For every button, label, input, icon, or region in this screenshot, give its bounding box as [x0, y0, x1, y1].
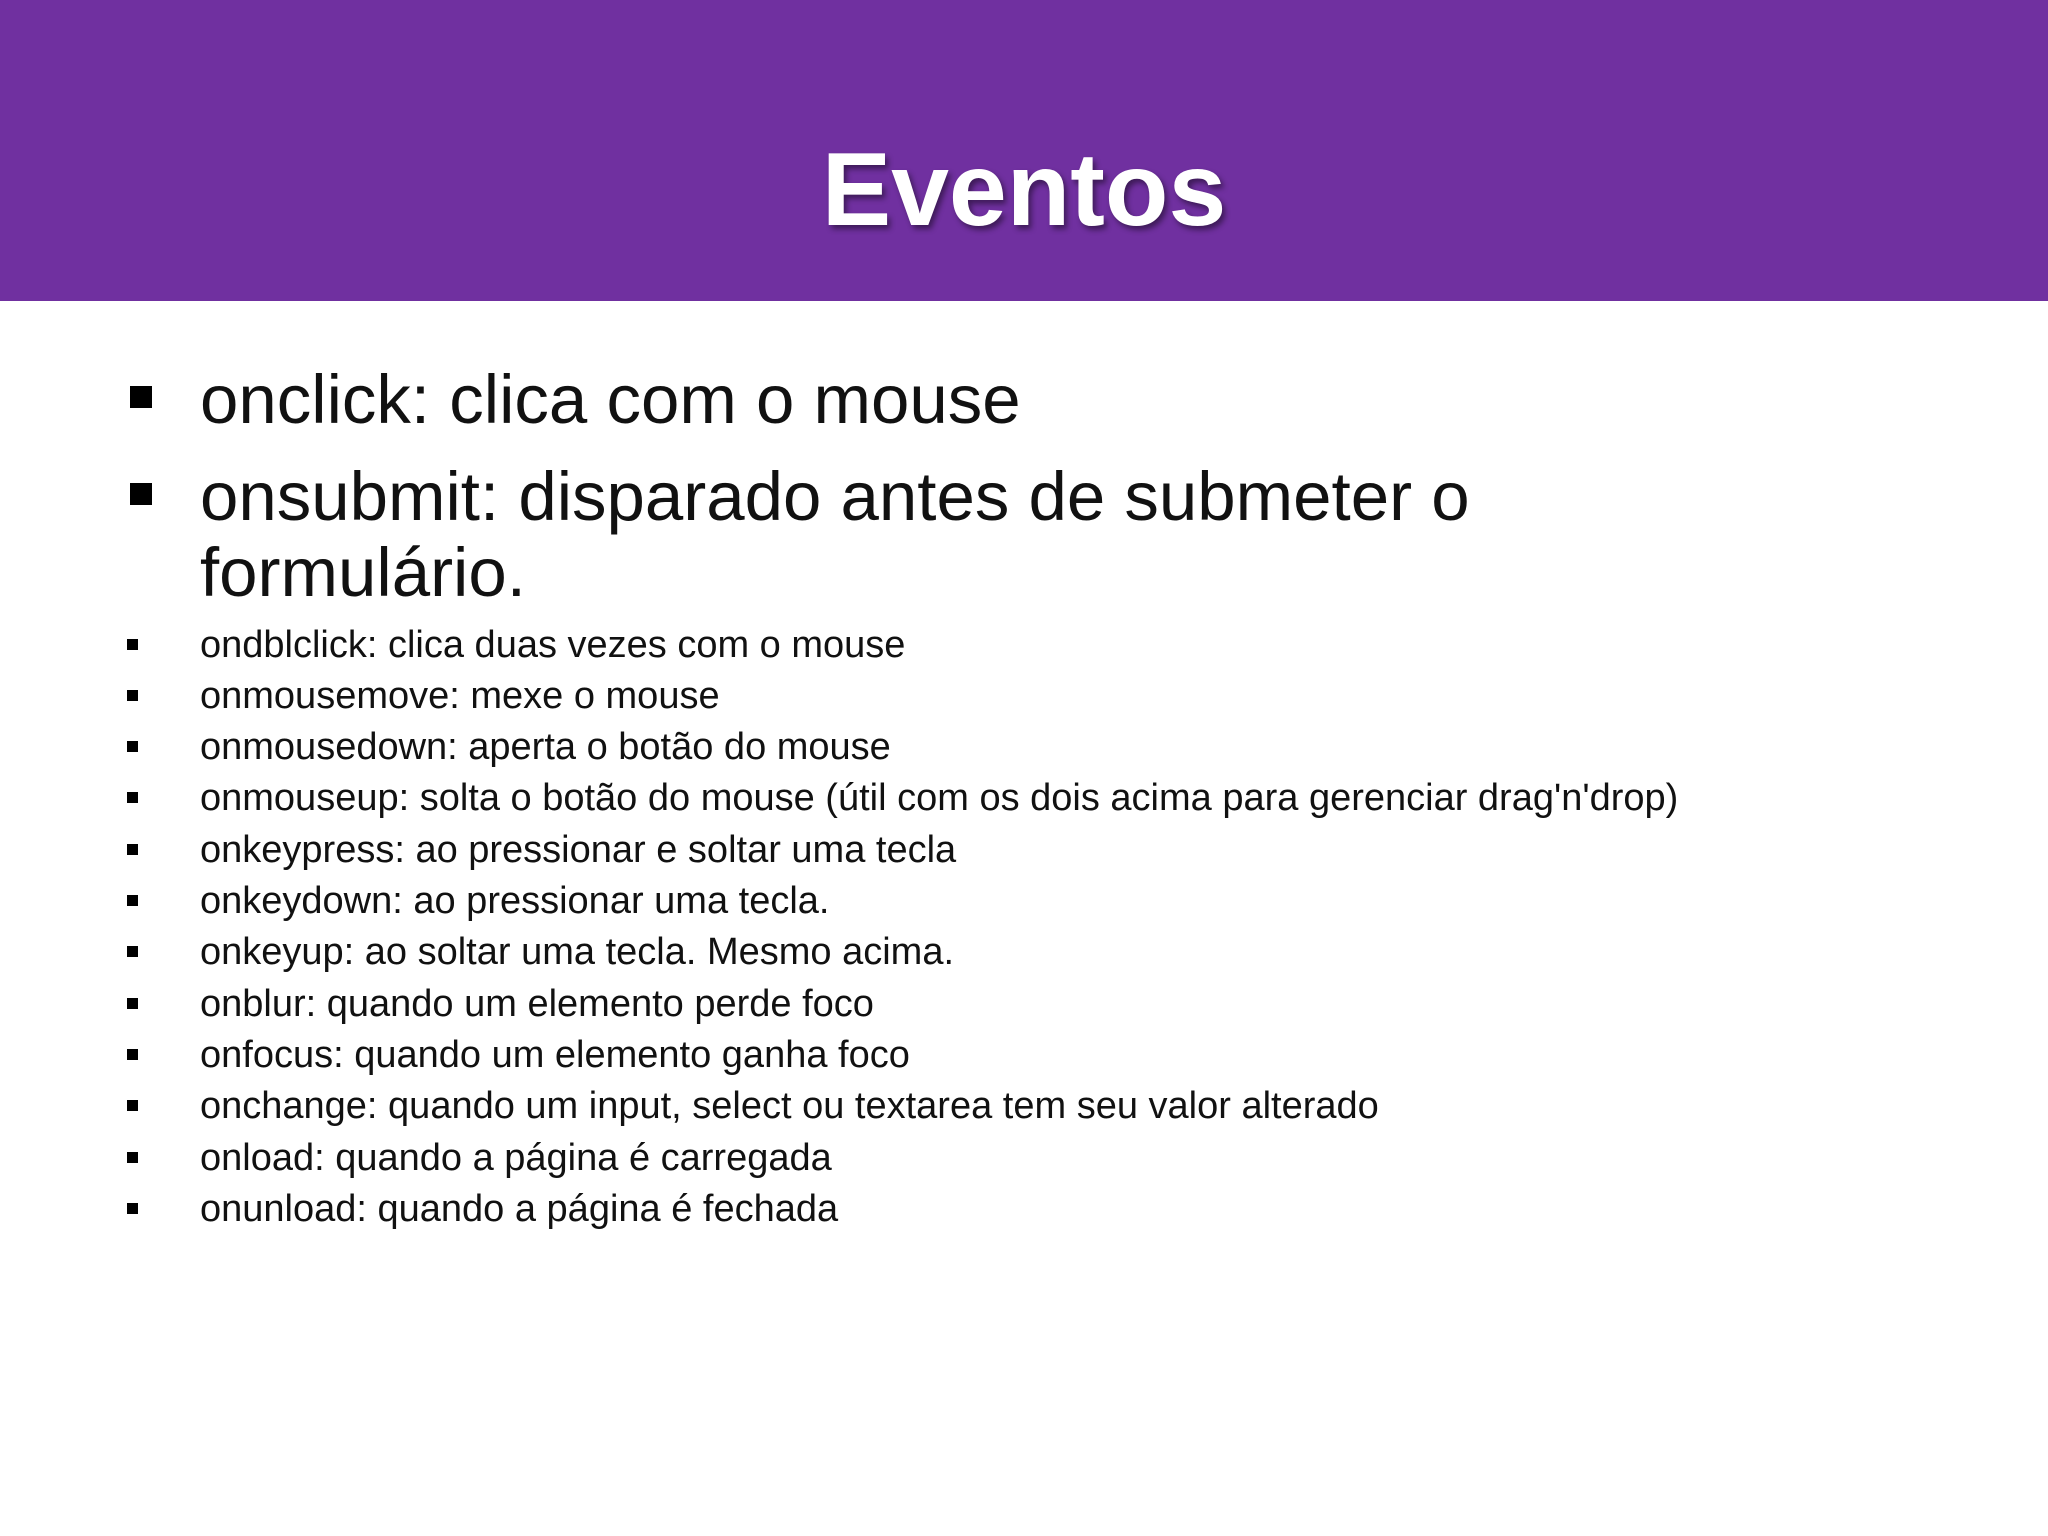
list-item: onkeyup: ao soltar uma tecla. Mesmo acima. [200, 931, 955, 973]
square-bullet-icon [127, 1100, 138, 1111]
square-bullet-icon [130, 483, 152, 505]
square-bullet-icon [127, 844, 138, 855]
square-bullet-icon [127, 946, 138, 957]
list-item: onblur: quando um elemento perde foco [200, 983, 874, 1025]
square-bullet-icon [127, 895, 138, 906]
list-item: onmousemove: mexe o mouse [200, 675, 720, 717]
list-item: onfocus: quando um elemento ganha foco [200, 1034, 910, 1076]
list-item: onclick: clica com o mouse [200, 361, 1021, 438]
list-item: onkeydown: ao pressionar uma tecla. [200, 880, 830, 922]
list-item: onmouseup: solta o botão do mouse (útil com os dois acima para gerenciar drag'n'drop) [200, 777, 1679, 819]
slide-title: Eventos [821, 132, 1227, 248]
list-item: onkeypress: ao pressionar e soltar uma tecla [200, 829, 957, 871]
square-bullet-icon [130, 386, 152, 408]
square-bullet-icon [127, 1152, 138, 1163]
square-bullet-icon [127, 741, 138, 752]
list-item: onmousedown: aperta o botão do mouse [200, 726, 891, 768]
list-item: onload: quando a página é carregada [200, 1137, 832, 1179]
square-bullet-icon [127, 1049, 138, 1060]
square-bullet-icon [127, 690, 138, 701]
list-item: ondblclick: clica duas vezes com o mouse [200, 624, 906, 666]
square-bullet-icon [127, 792, 138, 803]
list-item: onunload: quando a página é fechada [200, 1188, 839, 1230]
square-bullet-icon [127, 998, 138, 1009]
square-bullet-icon [127, 639, 138, 650]
list-item: onsubmit: disparado antes de submeter o formulário. [200, 458, 1470, 611]
list-item: onchange: quando um input, select ou textarea tem seu valor alterado [200, 1085, 1379, 1127]
square-bullet-icon [127, 1203, 138, 1214]
